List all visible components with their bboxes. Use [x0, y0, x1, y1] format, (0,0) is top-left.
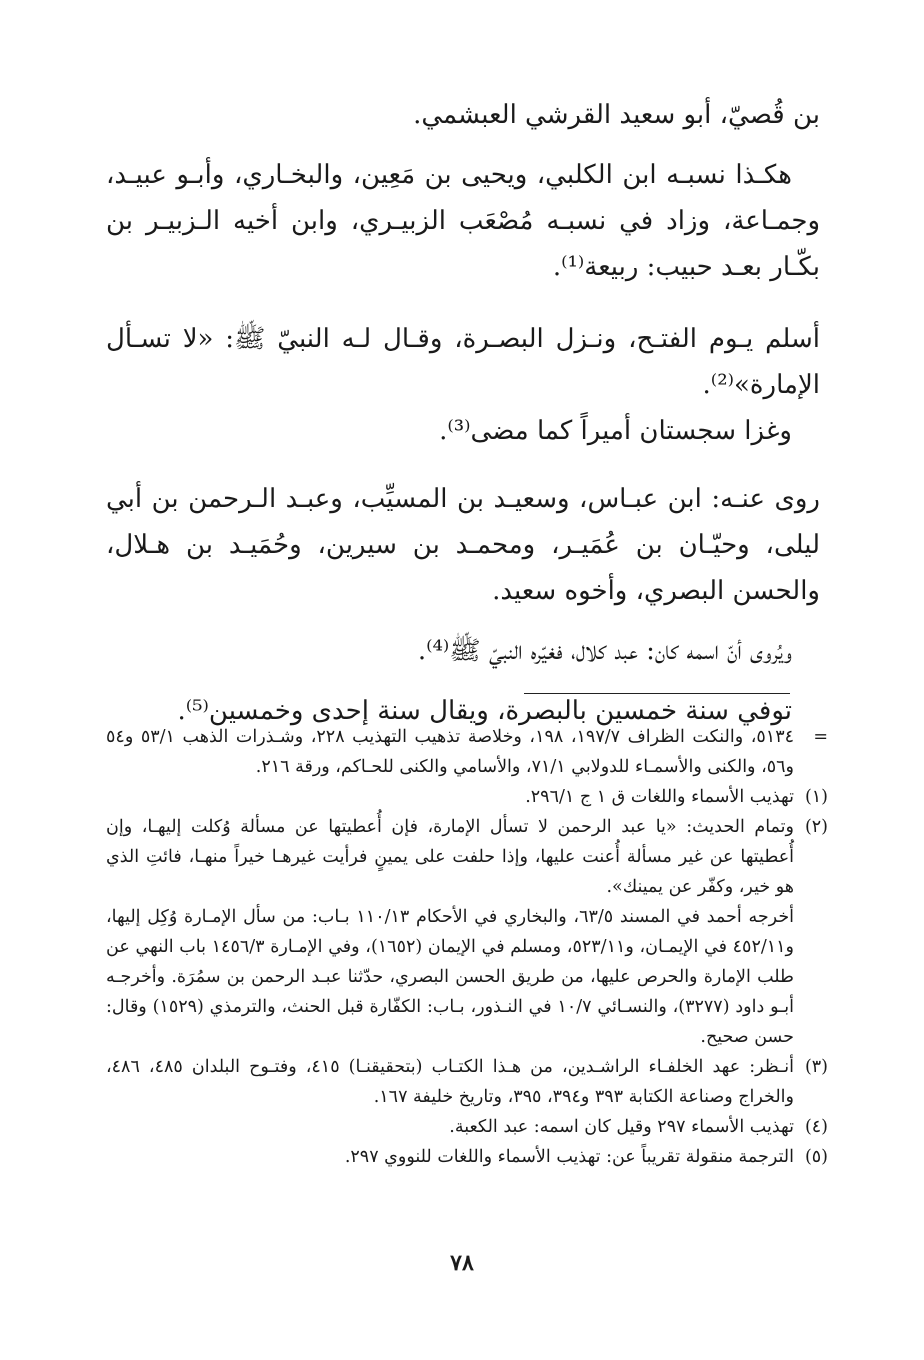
footnote-3	[106, 1052, 828, 1112]
footnote-2-mark: (٢)	[804, 817, 828, 837]
paragraph-narrators: روى عنـه: ابن عبـاس، وسعيـد بن المسيِّب، وعبـد الـرحمن بن أبي ليلى، وحيّـان بن عُمَيـر، ومحمـد بن سيرين، وحُمَيـد بن هـلال، والحسن البصري، وأخوه سعيد.	[106, 484, 820, 606]
footnote-1	[106, 782, 828, 812]
footnote-3-text: أنـظر: عهد الخلفـاء الراشـدين، من هـذا الكتـاب (بتحقيقنـا) ٤١٥، وفتـوح البلدان ٤٨٥، ٤٨٦، والخراج وصناعة الكتابة ٣٩٣ و٣٩٤، ٣٩٥، وتاريخ خليفة ١٦٧.	[106, 1057, 794, 1107]
footnote-4-mark: (٤)	[804, 1117, 828, 1137]
footnotes	[106, 722, 828, 1172]
footnote-continuation	[106, 722, 828, 782]
footnote-2-text: وتمام الحديث: «يا عبد الرحمن لا تسأل الإمارة، فإن أُعطيتها عن مسألة وُكلت إليهـا، وإن أُعطيتها عن غير مسألة أُعنت عليها، وإذا حلفت على يمينٍ فرأيت غيرهـا خيراً منهـا، فائتِ الذي هو خير، وكفّر عن يمينك».	[106, 817, 794, 897]
footnote-1-mark: (١)	[804, 787, 828, 807]
main-text	[106, 92, 820, 734]
footnote-3-mark: (٣)	[804, 1057, 828, 1077]
paragraph-death: توفي سنة خمسين بالبصرة، ويقال سنة إحدى وخمسين⁽⁵⁾.	[177, 696, 792, 726]
paragraph-sijistan: وغزا سجستان أميراً كما مضى⁽³⁾.	[439, 416, 792, 446]
footnote-1-text: تهذيب الأسماء واللغات ق ١ ج ٢٩٦/١.	[525, 787, 794, 807]
paragraph-genealogy: هكـذا نسبـه ابن الكلبي، ويحيى بن مَعِين، والبخـاري، وأبـو عبيـد، وجمـاعة، وزاد في نسبـه مُصْعَب الزبيـري، وابن أخيه الـزبيـر بن بكّـار بعـد حبيب: ربيعة⁽¹⁾.	[106, 160, 820, 282]
page-number: ٧٨	[450, 1250, 474, 1276]
footnote-5-mark: (٥)	[804, 1147, 828, 1167]
footnote-4	[106, 1112, 828, 1142]
footnote-5-text: الترجمة منقولة تقريباً عن: تهذيب الأسماء واللغات للنووي ٢٩٧.	[344, 1147, 794, 1167]
continuation-mark: =	[813, 727, 828, 747]
paragraph-name: ويُروى أنّ اسمه كان: عبد كلال، فغيّره النبيّ ﷺ⁽⁴⁾.	[417, 636, 792, 666]
paragraph-conversion: أسلم يـوم الفتـح، ونـزل البصـرة، وقـال لـه النبيّ ﷺ: «لا تسـأل الإمارة»⁽²⁾.	[106, 324, 820, 400]
footnote-4-text: تهذيب الأسماء ٢٩٧ وقيل كان اسمه: عبد الكعبة.	[449, 1117, 794, 1137]
footnote-5	[106, 1142, 828, 1172]
footnote-continuation-text: ٥١٣٤، والنكت الظراف ١٩٧/٧، ١٩٨، وخلاصة تذهيب التهذيب ٢٢٨، وشـذرات الذهب ٥٣/١ و٥٤ و٥٦، والكنى والأسمـاء للدولابي ٧١/١، والأسامي والكنى للحـاكم، ورقة ٢١٦.	[106, 727, 795, 777]
footnote-divider	[524, 693, 790, 694]
paragraph-lineage: بن قُصيّ، أبو سعيد القرشي العبشمي.	[413, 100, 820, 130]
footnote-2-sources: أخرجه أحمد في المسند ٦٣/٥، والبخاري في الأحكام ١١٠/١٣ بـاب: من سأل الإمـارة وُكِل إليها، و٤٥٢/١١ في الإيمـان، و٥٢٣/١١، ومسلم في الإيمان (١٦٥٢)، وفي الإمـارة ١٤٥٦/٣ باب النهي عن طلب الإمارة والحرص عليها، من طريق الحسن البصري، حدّثنا عبـد الرحمن بن سمُرَة. وأخرجـه أبـو داود (٣٢٧٧)، والنسـائي ١٠/٧ في النـذور، بـاب: الكفّارة قبل الحنث، والترمذي (١٥٢٩) وقال: حسن صحيح.	[106, 907, 795, 1047]
footnote-2	[106, 812, 828, 902]
